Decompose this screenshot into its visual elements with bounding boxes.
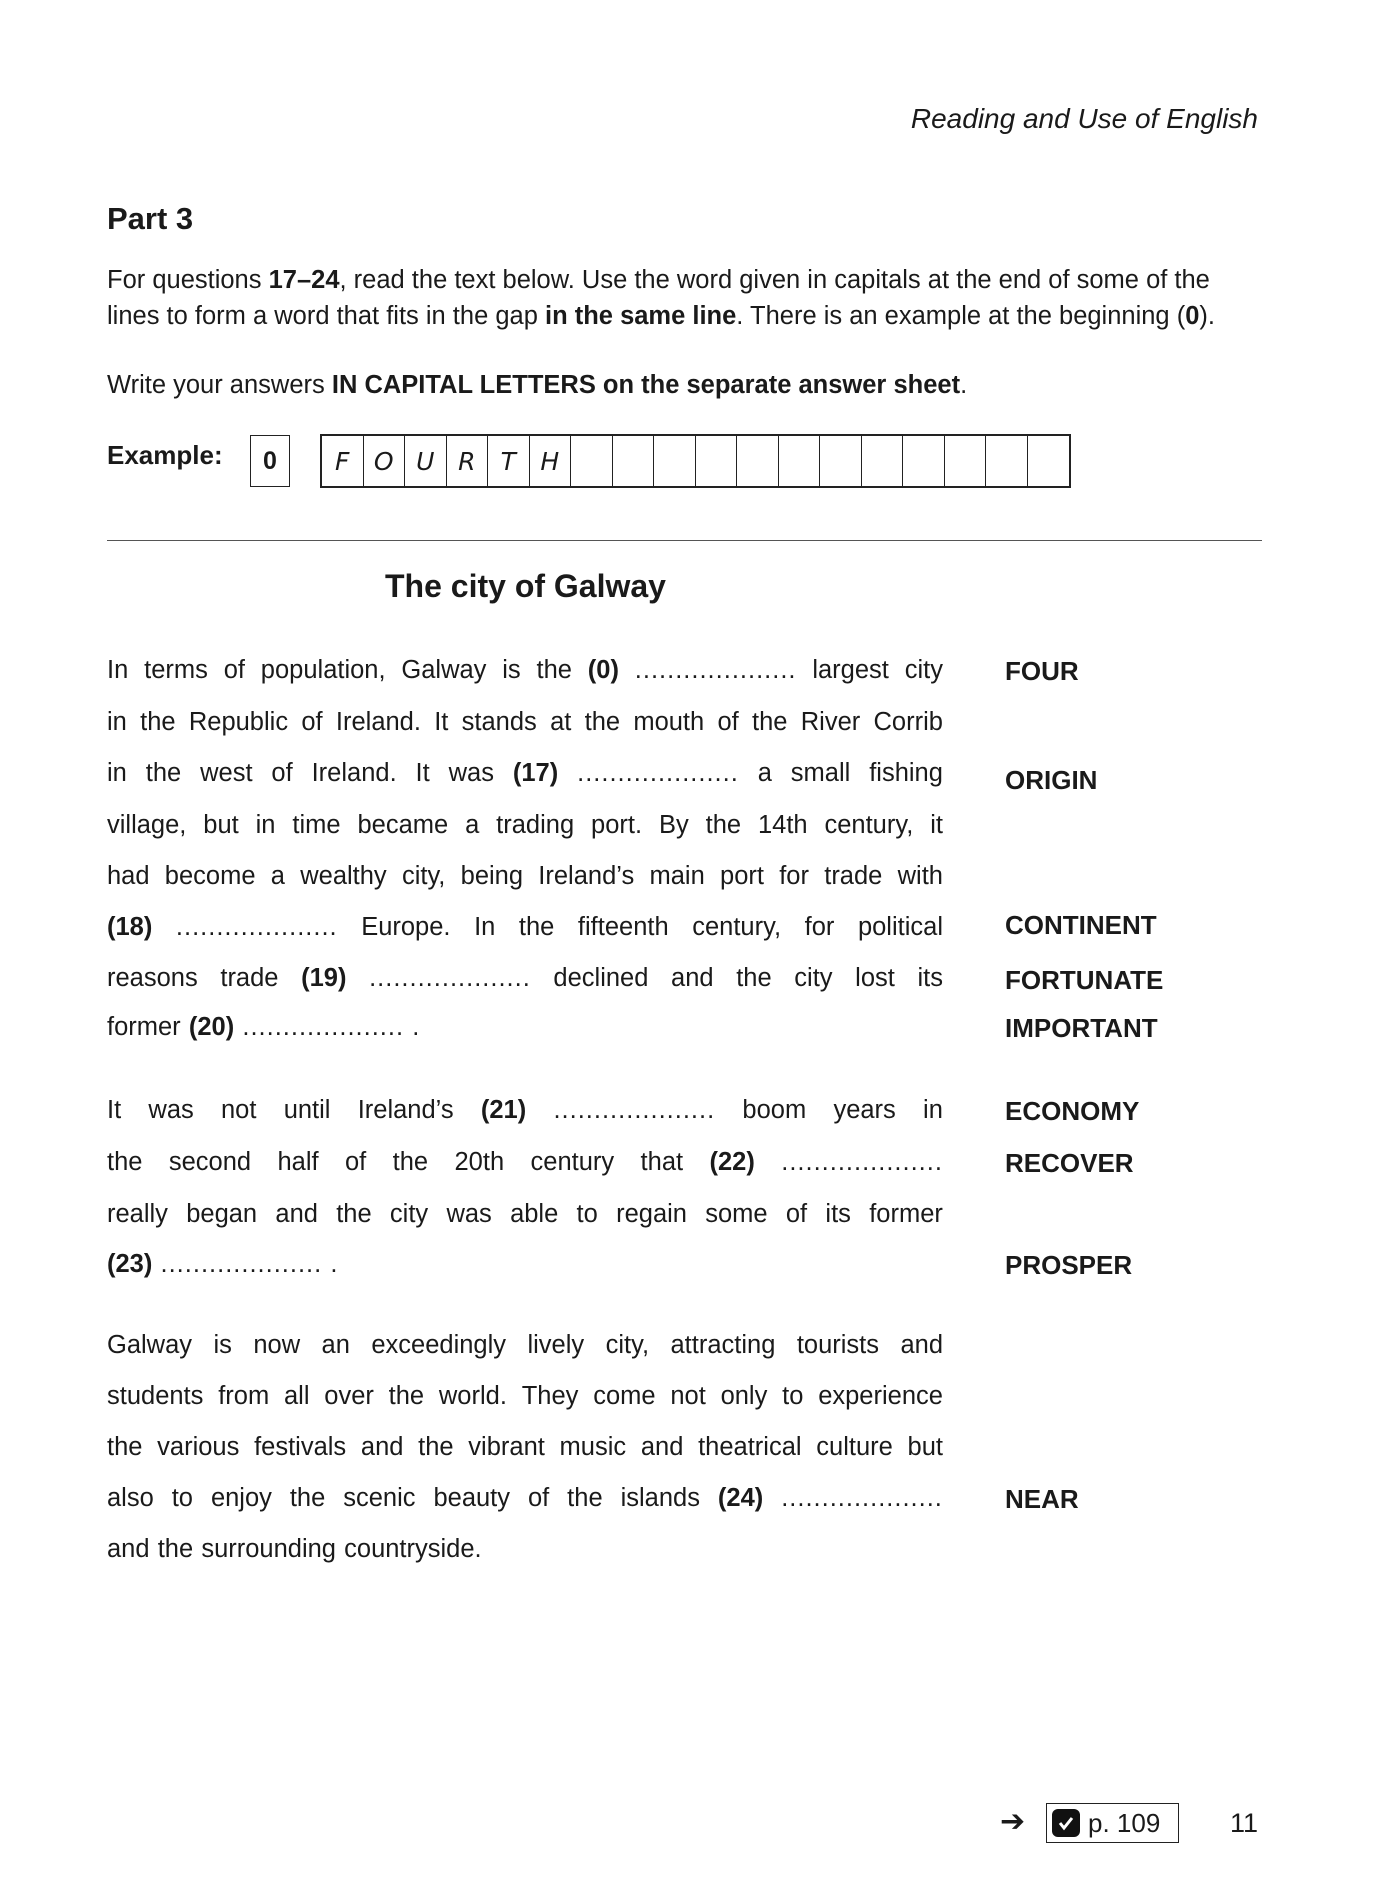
word: really bbox=[107, 1200, 168, 1228]
word: 20th bbox=[454, 1148, 505, 1176]
example-letter-box: R bbox=[447, 436, 489, 486]
word: They bbox=[521, 1382, 579, 1410]
word: River bbox=[800, 708, 861, 736]
word: the bbox=[107, 1148, 143, 1176]
example-letter-box: O bbox=[364, 436, 406, 486]
word: and bbox=[360, 1433, 404, 1461]
keyword-near: NEAR bbox=[1005, 1484, 1079, 1514]
word: century bbox=[530, 1148, 615, 1176]
word: that bbox=[640, 1148, 684, 1176]
word: It bbox=[415, 759, 430, 787]
word: and bbox=[671, 964, 714, 992]
word: in bbox=[923, 1096, 943, 1124]
word: century, bbox=[692, 913, 782, 941]
example-letter-box bbox=[779, 436, 821, 486]
word: a bbox=[757, 759, 772, 787]
word: a bbox=[465, 811, 480, 839]
text-line bbox=[107, 913, 943, 942]
text-line bbox=[107, 1200, 943, 1229]
example-letter-box: T bbox=[488, 436, 530, 486]
text-line bbox=[107, 964, 943, 993]
word: west bbox=[200, 759, 253, 787]
word: time bbox=[292, 811, 341, 839]
keyword-continent: CONTINENT bbox=[1005, 910, 1157, 940]
word: was bbox=[446, 1200, 492, 1228]
example-letter-box bbox=[820, 436, 862, 486]
text-line bbox=[107, 1382, 943, 1411]
word: world. bbox=[438, 1382, 507, 1410]
word: is bbox=[213, 1331, 232, 1359]
word: now bbox=[253, 1331, 301, 1359]
example-letter-box bbox=[903, 436, 945, 486]
word: theatrical bbox=[698, 1433, 802, 1461]
word: music bbox=[559, 1433, 627, 1461]
word: countryside. bbox=[344, 1535, 482, 1563]
word: of bbox=[271, 759, 293, 787]
word: . bbox=[412, 1013, 421, 1041]
word: declined bbox=[553, 964, 649, 992]
word: Corrib bbox=[873, 708, 943, 736]
word: In bbox=[107, 656, 129, 684]
word: lost bbox=[855, 964, 895, 992]
example-letter-box: H bbox=[530, 436, 572, 486]
word: the bbox=[418, 1433, 454, 1461]
text-line bbox=[107, 811, 943, 840]
example-letter-box bbox=[613, 436, 655, 486]
word: various bbox=[157, 1433, 240, 1461]
answer-gap: .................... bbox=[369, 964, 531, 992]
text-title: The city of Galway bbox=[385, 568, 666, 604]
example-letter-box bbox=[696, 436, 738, 486]
word: It bbox=[434, 708, 449, 736]
word: the bbox=[518, 913, 555, 941]
keyword-prosper: PROSPER bbox=[1005, 1250, 1133, 1280]
word: not bbox=[221, 1096, 257, 1124]
word: but bbox=[203, 811, 239, 839]
word: city bbox=[389, 1200, 429, 1228]
answer-gap: .................... bbox=[634, 656, 797, 684]
word: in bbox=[107, 708, 127, 736]
word: It bbox=[107, 1096, 122, 1124]
word: scenic bbox=[343, 1484, 416, 1512]
word: of bbox=[785, 1200, 808, 1228]
word: Europe. bbox=[361, 913, 451, 941]
word: over bbox=[324, 1382, 374, 1410]
word: also bbox=[107, 1484, 154, 1512]
word: with bbox=[897, 862, 943, 890]
word: but bbox=[907, 1433, 943, 1461]
word: the bbox=[107, 1433, 143, 1461]
word: main bbox=[649, 862, 705, 890]
word: the bbox=[336, 1200, 372, 1228]
word: in bbox=[255, 811, 276, 839]
answer-key-reference[interactable] bbox=[1046, 1803, 1179, 1843]
word: of bbox=[527, 1484, 550, 1512]
example-letter-box: U bbox=[405, 436, 447, 486]
word: attracting bbox=[670, 1331, 776, 1359]
answer-gap: .................... bbox=[781, 1484, 943, 1512]
word: wealthy bbox=[300, 862, 387, 890]
word: of bbox=[717, 708, 739, 736]
text-line bbox=[107, 1433, 943, 1462]
word: the bbox=[392, 1148, 429, 1176]
example-letter-box bbox=[862, 436, 904, 486]
word: enjoy bbox=[210, 1484, 272, 1512]
example-letter-box: F bbox=[322, 436, 364, 486]
word: the bbox=[140, 708, 176, 736]
text-line bbox=[107, 862, 943, 891]
word: to bbox=[782, 1382, 804, 1410]
example-letter-box bbox=[737, 436, 779, 486]
word: . bbox=[330, 1250, 339, 1278]
word: able bbox=[510, 1200, 559, 1228]
word: trade bbox=[220, 964, 279, 992]
word: and bbox=[107, 1535, 150, 1563]
word: village, bbox=[107, 811, 187, 839]
text-line bbox=[107, 1331, 943, 1360]
word: reasons bbox=[107, 964, 198, 992]
word: had bbox=[107, 862, 150, 890]
word: trading bbox=[496, 811, 575, 839]
word: (17) bbox=[512, 759, 559, 787]
page-number: 11 bbox=[1230, 1808, 1259, 1838]
example-letter-box bbox=[945, 436, 987, 486]
text-line bbox=[107, 1250, 943, 1279]
word: fishing bbox=[869, 759, 943, 787]
page-reference: p. 109 bbox=[1088, 1807, 1161, 1838]
word: vibrant bbox=[468, 1433, 545, 1461]
word: trade bbox=[824, 862, 883, 890]
example-letter-box bbox=[654, 436, 696, 486]
word: only bbox=[720, 1382, 768, 1410]
word: lively bbox=[527, 1331, 585, 1359]
word: of bbox=[301, 708, 323, 736]
word: Ireland. bbox=[311, 759, 397, 787]
word: city, bbox=[401, 862, 446, 890]
keyword-economy: ECONOMY bbox=[1005, 1096, 1140, 1126]
answer-gap: .................... bbox=[160, 1250, 323, 1278]
word: (23) bbox=[107, 1250, 153, 1278]
word: boom bbox=[742, 1096, 807, 1124]
answer-gap: .................... bbox=[175, 913, 338, 941]
word: (20) bbox=[188, 1013, 235, 1041]
word: islands bbox=[620, 1484, 700, 1512]
word: population, bbox=[260, 656, 386, 684]
word: (24) bbox=[717, 1484, 764, 1512]
example-number-box: 0 bbox=[250, 435, 290, 487]
word: for bbox=[779, 862, 809, 890]
word: for bbox=[804, 913, 835, 941]
word: the bbox=[536, 656, 572, 684]
example-letter-box bbox=[1028, 436, 1070, 486]
word: Ireland. bbox=[335, 708, 421, 736]
keyword-origin: ORIGIN bbox=[1005, 765, 1098, 795]
word: the bbox=[705, 811, 742, 839]
word: largest bbox=[812, 656, 889, 684]
word: small bbox=[790, 759, 851, 787]
arrow-right-icon: ➔ bbox=[1000, 1805, 1026, 1838]
word: the bbox=[584, 708, 621, 736]
word: of bbox=[223, 656, 245, 684]
word: and bbox=[640, 1433, 684, 1461]
word: is bbox=[502, 656, 521, 684]
text-line bbox=[107, 656, 943, 685]
word: city bbox=[904, 656, 943, 684]
word: Republic bbox=[188, 708, 289, 736]
word: and bbox=[900, 1331, 943, 1359]
example-letter-box bbox=[986, 436, 1028, 486]
answer-instructions: Write your answers IN CAPITAL LETTERS on the separate answer sheet. bbox=[107, 371, 968, 399]
word: exceedingly bbox=[371, 1331, 507, 1359]
word: a bbox=[270, 862, 285, 890]
example-row bbox=[107, 432, 1207, 488]
word: of bbox=[344, 1148, 367, 1176]
word: to bbox=[576, 1200, 598, 1228]
word: Ireland’s bbox=[538, 862, 635, 890]
word: Galway bbox=[401, 656, 487, 684]
word: tourists bbox=[796, 1331, 880, 1359]
keyword-four: FOUR bbox=[1005, 656, 1079, 686]
word: the bbox=[752, 708, 788, 736]
divider bbox=[107, 540, 1262, 541]
word: was bbox=[448, 759, 494, 787]
word: fifteenth bbox=[577, 913, 669, 941]
word: students bbox=[107, 1382, 204, 1410]
running-header: Reading and Use of English bbox=[910, 103, 1258, 134]
word: culture bbox=[816, 1433, 893, 1461]
word: century, bbox=[824, 811, 914, 839]
word: port. bbox=[591, 811, 643, 839]
word: political bbox=[857, 913, 943, 941]
word: until bbox=[283, 1096, 331, 1124]
word: being bbox=[460, 862, 524, 890]
word: (21) bbox=[480, 1096, 527, 1124]
keyword-important: IMPORTANT bbox=[1005, 1013, 1158, 1043]
instructions-paragraph: For questions 17–24, read the text below. Use the word given in capitals at the end of some of the lines to form a word that fits in the gap in the same line. There is an example at the beginning (0). bbox=[107, 266, 1215, 330]
word: in bbox=[107, 759, 127, 787]
word: come bbox=[593, 1382, 656, 1410]
word: (18) bbox=[107, 913, 153, 941]
word: its bbox=[825, 1200, 851, 1228]
keyword-fortunate: FORTUNATE bbox=[1005, 965, 1164, 995]
word: festivals bbox=[254, 1433, 347, 1461]
word: the bbox=[736, 964, 772, 992]
word: mouth bbox=[633, 708, 705, 736]
word: (19) bbox=[301, 964, 347, 992]
word: the bbox=[567, 1484, 603, 1512]
word: city bbox=[794, 964, 833, 992]
word: city, bbox=[605, 1331, 650, 1359]
word: stands bbox=[461, 708, 537, 736]
word: Ireland’s bbox=[357, 1096, 454, 1124]
word: terms bbox=[144, 656, 208, 684]
text-line bbox=[107, 708, 943, 737]
word: By bbox=[658, 811, 689, 839]
word: all bbox=[283, 1382, 310, 1410]
word: regain bbox=[616, 1200, 687, 1228]
word: port bbox=[720, 862, 764, 890]
part-title: Part 3 bbox=[107, 201, 194, 236]
word: years bbox=[833, 1096, 896, 1124]
word: former bbox=[107, 1013, 181, 1041]
word: the bbox=[145, 759, 182, 787]
example-label: Example: bbox=[107, 440, 223, 470]
keyword-recover: RECOVER bbox=[1005, 1148, 1134, 1178]
answer-key-icon bbox=[1052, 1809, 1080, 1837]
word: the bbox=[388, 1382, 425, 1410]
text-line bbox=[107, 1148, 943, 1177]
word: and bbox=[275, 1200, 318, 1228]
word: began bbox=[186, 1200, 258, 1228]
text-line bbox=[107, 1484, 943, 1513]
answer-gap: .................... bbox=[553, 1096, 716, 1124]
word: surrounding bbox=[201, 1535, 336, 1563]
word: (22) bbox=[709, 1148, 755, 1176]
word: the bbox=[289, 1484, 326, 1512]
word: become bbox=[164, 862, 256, 890]
word: it bbox=[930, 811, 943, 839]
word: to bbox=[171, 1484, 193, 1512]
word: an bbox=[321, 1331, 350, 1359]
word: became bbox=[357, 811, 449, 839]
word: Galway bbox=[107, 1331, 193, 1359]
text-line bbox=[107, 1096, 943, 1125]
word: at bbox=[550, 708, 572, 736]
word: beauty bbox=[433, 1484, 511, 1512]
word: not bbox=[670, 1382, 706, 1410]
word: In bbox=[474, 913, 496, 941]
text-line bbox=[107, 1535, 943, 1564]
example-letter-box bbox=[571, 436, 613, 486]
word: half bbox=[277, 1148, 319, 1176]
word: its bbox=[917, 964, 943, 992]
word: some bbox=[705, 1200, 768, 1228]
text-line bbox=[107, 759, 943, 788]
answer-gap: .................... bbox=[781, 1148, 943, 1176]
word: 14th bbox=[757, 811, 808, 839]
word: second bbox=[168, 1148, 252, 1176]
word: from bbox=[218, 1382, 270, 1410]
example-answer-boxes bbox=[320, 434, 1071, 488]
word: the bbox=[157, 1535, 194, 1563]
word: was bbox=[148, 1096, 194, 1124]
answer-gap: .................... bbox=[242, 1013, 405, 1041]
text-line bbox=[107, 1013, 943, 1042]
answer-gap: .................... bbox=[577, 759, 739, 787]
word: former bbox=[869, 1200, 943, 1228]
word: experience bbox=[818, 1382, 943, 1410]
word: (0) bbox=[587, 656, 619, 684]
